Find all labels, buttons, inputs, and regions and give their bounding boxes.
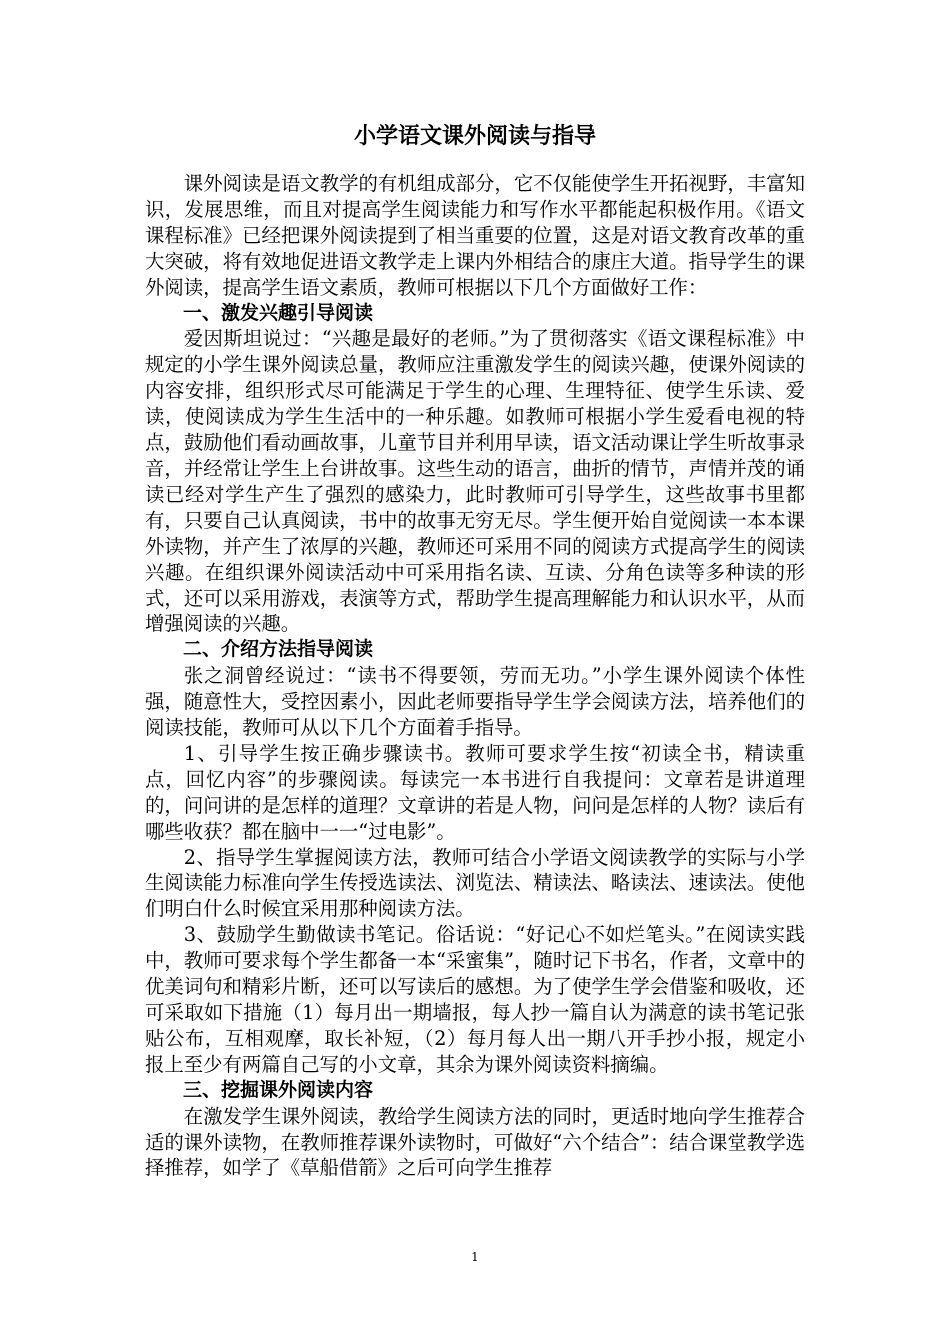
body-paragraph: 1、引导学生按正确步骤读书。教师可要求学生按“初读全书，精读重点，回忆内容”的步骤阅读。每读完一本书进行自我提问：文章若是讲道理的，问问讲的是怎样的道理？文章讲的若是人物，问问是怎样的人物？读后有哪些收获？都在脑中一一“过电影”。 [145,741,805,843]
section-heading: 三、挖掘课外阅读内容 [183,1078,374,1101]
document-title: 小学语文课外阅读与指导 [353,124,596,149]
body-paragraph: 爱因斯坦说过：“兴趣是最好的老师。”为了贯彻落实《语文课程标准》中规定的小学生课外阅读总量，教师应注重激发学生的阅读兴趣，使课外阅读的内容安排，组织形式尽可能满足于学生的心理、生理特征、使学生乐读、爱读，使阅读成为学生生活中的一种乐趣。如教师可根据小学生爱看电视的特点，鼓励他们看动画故事，儿童节目并利用早读，语文活动课让学生听故事录音，并经常让学生上台讲故事。这些生动的语言，曲折的情节，声情并茂的诵读已经对学生产生了强烈的感染力，此时教师可引导学生，这些故事书里都有，只要自己认真阅读，书中的故事无穷无尽。学生便开始自觉阅读一本本课外读物，并产生了浓厚的兴趣，教师还可采用不同的阅读方式提高学生的阅读兴趣。在组织课外阅读活动中可采用指名读、互读、分角色读等多种读的形式，还可以采用游戏，表演等方式，帮助学生提高理解能力和认识水平，从而增强阅读的兴趣。 [145,327,805,636]
body-paragraph: 张之洞曾经说过：“读书不得要领，劳而无功。”小学生课外阅读个体性强，随意性大，受控因素小，因此老师要指导学生学会阅读方法，培养他们的阅读技能，教师可从以下几个方面着手指导。 [145,664,805,740]
body-paragraph: 在激发学生课外阅读，教给学生阅读方法的同时，更适时地向学生推荐合适的课外读物，在教师推荐课外读物时，可做好“六个结合”：结合课堂教学选择推荐，如学了《草船借箭》之后可向学生推荐 [145,1104,805,1180]
body-paragraph: 课外阅读是语文教学的有机组成部分，它不仅能使学生开拓视野，丰富知识，发展思维，而且对提高学生阅读能力和写作水平都能起积极作用。《语文课程标准》已经把课外阅读提到了相当重要的位置，这是对语文教育改革的重大突破，将有效地促进语文教学走上课内外相结合的康庄大道。指导学生的课外阅读，提高学生语文素质，教师可根据以下几个方面做好工作： [145,172,805,299]
body-paragraph: 3、鼓励学生勤做读书笔记。俗话说：“好记心不如烂笔头。”在阅读实践中，教师可要求每个学生都备一本“采蜜集”，随时记下书名，作者，文章中的优美词句和精彩片断，还可以写读后的感想。为了使学生学会借鉴和吸收，还可采取如下措施（1）每月出一期墙报，每人抄一篇自认为满意的读书笔记张贴公布，互相观摩，取长补短，（2）每月每人出一期八开手抄小报，规定小报上至少有两篇自己写的小文章，其余为课外阅读资料摘编。 [145,923,805,1076]
page-number: 1 [471,1250,479,1264]
body-paragraph: 2、指导学生掌握阅读方法，教师可结合小学语文阅读教学的实际与小学生阅读能力标准向学生传授选读法、浏览法、精读法、略读法、速读法。使他们明白什么时候宜采用那种阅读方法。 [145,845,805,921]
section-heading: 二、介绍方法指导阅读 [183,638,374,661]
section-heading: 一、激发兴趣引导阅读 [183,301,374,324]
document-body [145,171,805,1181]
